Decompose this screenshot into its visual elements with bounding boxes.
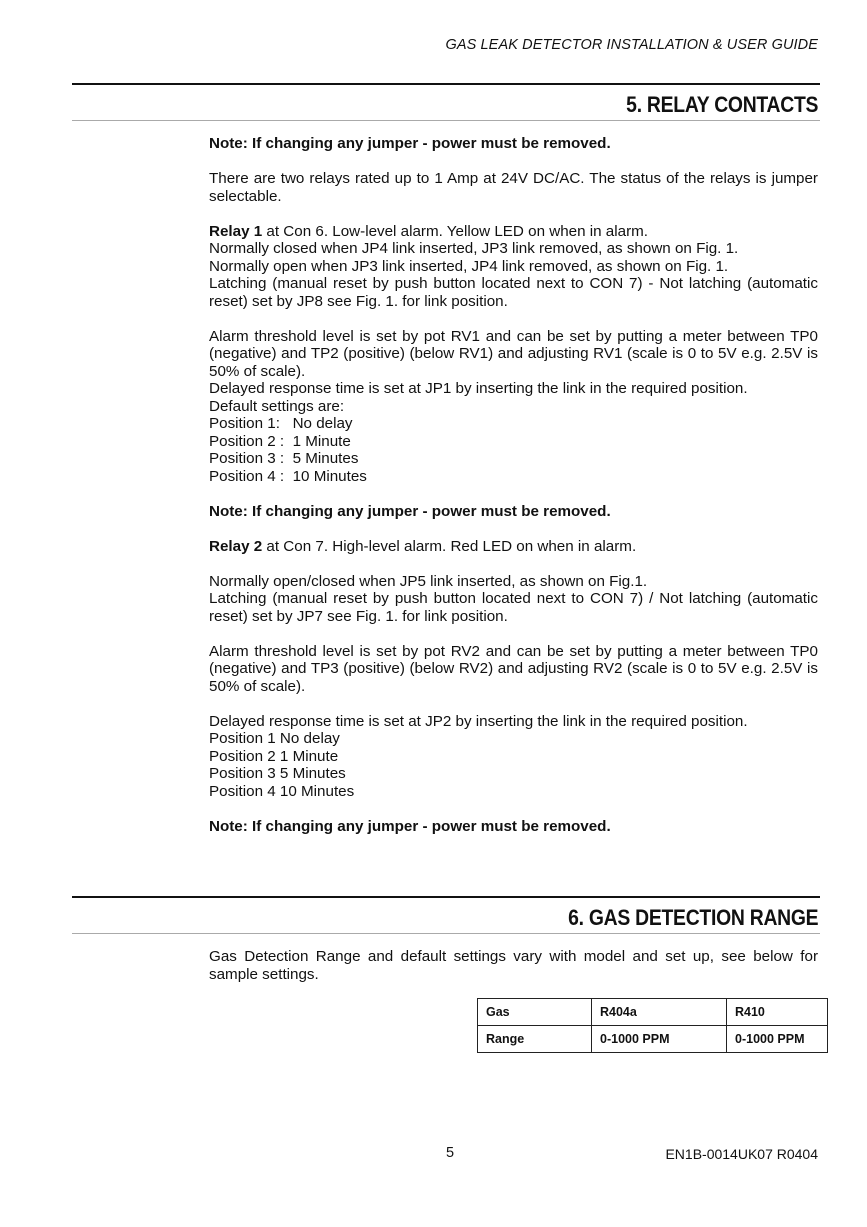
relay-1-settings: [209, 328, 818, 486]
relay-2-line-1: at Con 7. High-level alarm. Red LED on when in alarm.: [262, 537, 637, 555]
relay-2-block: [209, 538, 818, 556]
gas-range-table: [477, 998, 828, 1053]
delay-1-text: Delayed response time is set at JP1 by inserting the link in the required position.: [209, 380, 748, 397]
table-cell: R410: [727, 999, 828, 1026]
document-code: EN1B-0014UK07 R0404: [665, 1146, 818, 1162]
relay-1-block: [209, 223, 818, 311]
jumper-note-2: Note: If changing any jumper - power must be removed.: [209, 502, 611, 520]
section-6-intro: Gas Detection Range and default settings vary with model and set up, see below for sample settings.: [209, 948, 818, 983]
relay-2-mode: Normally open/closed when JP5 link inserted, as shown on Fig.1.: [209, 572, 648, 590]
relay-1-line-3: Normally open when JP3 link inserted, JP4 link removed, as shown on Fig. 1.: [209, 257, 729, 275]
jumper-note-3: Note: If changing any jumper - power must be removed.: [209, 817, 611, 835]
relay-2-label: Relay 2: [209, 537, 263, 555]
page-number: 5: [446, 1145, 455, 1161]
threshold-2-text: Alarm threshold level is set by pot RV2 and can be set by putting a meter between TP0 (negative) and TP3 (positive) (below RV2) and adjusting RV2 (scale is 0 to 5V e.g. 2.5V is 50% of scale).: [209, 642, 818, 695]
defaults-label: Default settings are:: [209, 397, 345, 415]
table-cell: Gas: [478, 999, 592, 1026]
section-6-top-rule: [72, 896, 820, 898]
relay-1-line-4: Latching (manual reset by push button located next to CON 7) - Not latching (automatic reset) set by JP8 see Fig. 1. for link position.: [209, 275, 818, 310]
position-2-1: Position 1 No delay: [209, 730, 340, 747]
jumper-note: Note: If changing any jumper - power must be removed.: [209, 135, 611, 152]
section-5-bottom-rule: [72, 120, 820, 121]
section-5-top-rule: [72, 83, 820, 85]
relays-intro: There are two relays rated up to 1 Amp at 24V DC/AC. The status of the relays is jumper selectable.: [209, 170, 818, 205]
relay-2-delay: [209, 713, 818, 801]
section-6-content: [209, 948, 818, 983]
relay-2-modes: [209, 573, 818, 626]
position-2-3: Position 3 5 Minutes: [209, 765, 346, 782]
page-header-title: GAS LEAK DETECTOR INSTALLATION & USER GUIDE: [445, 37, 818, 53]
table-row: [478, 999, 828, 1026]
relay-1-line-1: at Con 6. Low-level alarm. Yellow LED on when in alarm.: [262, 222, 648, 240]
section-5-heading: 5. RELAY CONTACTS: [625, 92, 818, 117]
table-cell: 0-1000 PPM: [727, 1026, 828, 1053]
threshold-1-text: Alarm threshold level is set by pot RV1 and can be set by putting a meter between TP0 (negative) and TP2 (positive) (below RV1) and adjusting RV1 (scale is 0 to 5V e.g. 2.5V is 50% of scale).: [209, 327, 818, 380]
table-cell: 0-1000 PPM: [592, 1026, 727, 1053]
delay-2-text: Delayed response time is set at JP2 by inserting the link in the required position.: [209, 712, 748, 730]
section-5-content: [209, 135, 818, 835]
relay-1-label: Relay 1: [209, 222, 263, 240]
position-1-3: Position 3 : 5 Minutes: [209, 450, 359, 467]
relay-2-latch: Latching (manual reset by push button located next to CON 7) / Not latching (automatic reset) set by JP7 see Fig. 1. for link position.: [209, 590, 818, 625]
position-1-4: Position 4 : 10 Minutes: [209, 467, 367, 485]
section-6-heading: 6. GAS DETECTION RANGE: [567, 905, 818, 930]
section-6-bottom-rule: [72, 933, 820, 934]
table-cell: Range: [478, 1026, 592, 1053]
position-1-2: Position 2 : 1 Minute: [209, 432, 351, 450]
position-2-4: Position 4 10 Minutes: [209, 782, 355, 800]
position-2-2: Position 2 1 Minute: [209, 747, 339, 765]
position-1-1: Position 1: No delay: [209, 415, 353, 432]
relay-1-line-2: Normally closed when JP4 link inserted, JP3 link removed, as shown on Fig. 1.: [209, 240, 739, 257]
table-row: [478, 1026, 828, 1053]
table-cell: R404a: [592, 999, 727, 1026]
